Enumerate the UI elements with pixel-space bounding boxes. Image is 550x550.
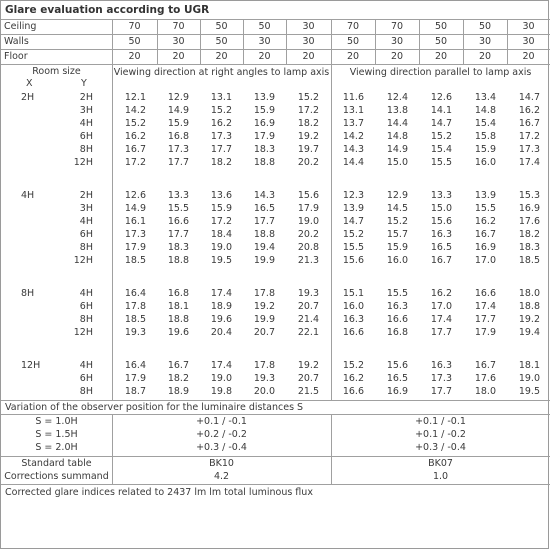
reflectance-value: 20 (302, 51, 315, 62)
ugr-value-cell: 20.4 (210, 327, 232, 338)
ugr-value-cell: 17.9 (124, 373, 146, 384)
ugr-value-cell: 16.0 (474, 157, 496, 168)
room-y-value: 12H (73, 327, 93, 338)
ugr-value-cell: 19.3 (297, 288, 319, 299)
ugr-value-cell: 16.9 (518, 203, 540, 214)
reflectance-label: Walls (4, 36, 29, 47)
ugr-value-cell: 17.4 (210, 288, 232, 299)
ugr-value-cell: 17.3 (210, 131, 232, 142)
corrections-label: Corrections summand (4, 471, 109, 482)
reflectance-value: 70 (172, 21, 185, 32)
room-y-value: 6H (79, 131, 93, 142)
ugr-value-cell: 16.3 (430, 229, 452, 240)
corrections-right: 1.0 (432, 471, 449, 482)
ugr-value-cell: 18.2 (297, 118, 319, 129)
ugr-value-cell: 18.2 (167, 373, 189, 384)
ugr-value-cell: 19.4 (518, 327, 540, 338)
ugr-value-cell: 16.0 (386, 255, 408, 266)
ugr-value-cell: 14.2 (124, 105, 146, 116)
ugr-value-cell: 18.0 (474, 386, 496, 397)
rule-table-end (1, 400, 550, 401)
room-x-value: 4H (21, 190, 35, 201)
ugr-value-cell: 17.2 (124, 157, 146, 168)
ugr-value-cell: 17.8 (253, 288, 275, 299)
room-y-value: 12H (73, 157, 93, 168)
ugr-value-cell: 14.9 (167, 105, 189, 116)
ugr-value-cell: 20.7 (297, 301, 319, 312)
reflectance-value: 30 (302, 36, 315, 47)
ugr-value-cell: 15.5 (167, 203, 189, 214)
reflectance-value: 30 (258, 36, 271, 47)
ugr-value-cell: 12.9 (167, 92, 189, 103)
ugr-value-cell: 16.7 (167, 360, 189, 371)
ugr-value-cell: 16.7 (124, 144, 146, 155)
ugr-value-cell: 16.7 (474, 360, 496, 371)
ugr-value-cell: 20.2 (297, 157, 319, 168)
ugr-value-cell: 16.3 (342, 314, 364, 325)
variation-left: +0.1 / -0.1 (196, 416, 247, 427)
ugr-value-cell: 21.4 (297, 314, 319, 325)
reflectance-label: Floor (4, 51, 28, 62)
variation-right: +0.1 / -0.2 (415, 429, 466, 440)
ugr-value-cell: 17.9 (253, 131, 275, 142)
ugr-value-cell: 11.6 (342, 92, 364, 103)
room-x-label: X (26, 78, 33, 89)
reflectance-value: 20 (172, 51, 185, 62)
ugr-value-cell: 19.2 (518, 314, 540, 325)
ugr-value-cell: 19.8 (210, 386, 232, 397)
ugr-value-cell: 18.0 (518, 288, 540, 299)
ugr-value-cell: 15.6 (386, 360, 408, 371)
ugr-value-cell: 18.5 (518, 255, 540, 266)
ugr-value-cell: 16.8 (167, 288, 189, 299)
reflectance-value: 30 (522, 36, 535, 47)
ugr-value-cell: 15.9 (386, 242, 408, 253)
footer-note: Corrected glare indices related to 2437 lm lm total luminous flux (5, 487, 313, 498)
ugr-value-cell: 15.2 (342, 229, 364, 240)
ugr-value-cell: 20.2 (297, 229, 319, 240)
ugr-value-cell: 21.5 (297, 386, 319, 397)
ugr-value-cell: 16.1 (124, 216, 146, 227)
table-title: Glare evaluation according to UGR (5, 4, 210, 16)
ugr-value-cell: 16.7 (474, 229, 496, 240)
reflectance-value: 70 (390, 21, 404, 32)
room-y-value: 4H (79, 360, 93, 371)
ugr-value-cell: 16.9 (474, 242, 496, 253)
ugr-value-cell: 20.7 (297, 373, 319, 384)
ugr-value-cell: 17.6 (474, 373, 496, 384)
room-y-value: 4H (79, 118, 93, 129)
room-y-value: 4H (79, 288, 93, 299)
ugr-value-cell: 16.7 (430, 255, 452, 266)
reflectance-value: 50 (346, 36, 360, 47)
ugr-value-cell: 17.4 (430, 314, 452, 325)
ugr-value-cell: 15.5 (386, 288, 408, 299)
ugr-value-cell: 19.6 (210, 314, 232, 325)
ugr-value-cell: 18.8 (253, 157, 275, 168)
rule-floor (1, 64, 550, 65)
ugr-value-cell: 16.2 (430, 288, 452, 299)
ugr-value-cell: 17.7 (430, 386, 452, 397)
variation-left: +0.3 / -0.4 (196, 442, 247, 453)
room-y-value: 3H (79, 203, 93, 214)
ugr-value-cell: 20.8 (297, 242, 319, 253)
ugr-value-cell: 14.7 (342, 216, 364, 227)
reflectance-value: 50 (128, 36, 141, 47)
ugr-value-cell: 17.2 (297, 105, 319, 116)
ugr-value-cell: 19.9 (253, 255, 275, 266)
ugr-value-cell: 16.6 (342, 386, 364, 397)
ugr-value-cell: 15.6 (430, 216, 452, 227)
ugr-value-cell: 13.1 (210, 92, 232, 103)
ugr-value-cell: 16.9 (253, 118, 275, 129)
ugr-value-cell: 13.8 (386, 105, 408, 116)
ugr-value-cell: 19.7 (297, 144, 319, 155)
ugr-value-cell: 17.4 (210, 360, 232, 371)
ugr-value-cell: 15.6 (297, 190, 319, 201)
ugr-value-cell: 18.8 (167, 314, 189, 325)
ugr-value-cell: 19.0 (297, 216, 319, 227)
ugr-value-cell: 18.3 (518, 242, 540, 253)
ugr-value-cell: 18.1 (518, 360, 540, 371)
ugr-value-cell: 12.4 (386, 92, 408, 103)
ugr-value-cell: 17.2 (210, 216, 232, 227)
reflectance-value: 50 (215, 21, 228, 32)
ugr-value-cell: 15.9 (253, 105, 275, 116)
ugr-value-cell: 13.4 (474, 92, 496, 103)
room-x-value: 12H (21, 360, 41, 371)
ugr-value-cell: 15.2 (342, 360, 364, 371)
ugr-value-cell: 15.8 (474, 131, 496, 142)
reflectance-value: 50 (258, 21, 271, 32)
ugr-value-cell: 19.2 (253, 301, 275, 312)
ugr-value-cell: 13.9 (342, 203, 364, 214)
ugr-value-cell: 17.3 (430, 373, 452, 384)
ugr-value-cell: 17.4 (518, 157, 540, 168)
ugr-value-cell: 16.2 (474, 216, 496, 227)
ugr-value-cell: 19.2 (297, 360, 319, 371)
ugr-value-cell: 16.6 (342, 327, 364, 338)
ugr-value-cell: 19.0 (210, 373, 232, 384)
room-y-value: 8H (79, 144, 93, 155)
ugr-value-cell: 17.7 (474, 314, 496, 325)
reflectance-value: 20 (346, 51, 360, 62)
reflectance-value: 20 (522, 51, 535, 62)
ugr-value-cell: 19.5 (210, 255, 232, 266)
ugr-value-cell: 14.4 (342, 157, 364, 168)
ugr-value-cell: 17.0 (474, 255, 496, 266)
variation-label: S = 1.5H (35, 429, 78, 440)
ugr-value-cell: 12.9 (386, 190, 408, 201)
variation-right: +0.3 / -0.4 (415, 442, 466, 453)
ugr-value-cell: 15.1 (342, 288, 364, 299)
ugr-value-cell: 17.6 (518, 216, 540, 227)
variation-label: S = 2.0H (35, 442, 78, 453)
ugr-value-cell: 16.5 (430, 242, 452, 253)
standard-table-right: BK07 (428, 458, 453, 469)
ugr-value-cell: 15.4 (430, 144, 452, 155)
ugr-value-cell: 15.5 (474, 203, 496, 214)
rule-variation-end (1, 456, 550, 457)
ugr-value-cell: 14.5 (386, 203, 408, 214)
ugr-value-cell: 17.3 (518, 144, 540, 155)
reflectance-value: 70 (128, 21, 141, 32)
rule-ceiling (1, 34, 550, 35)
ugr-value-cell: 17.4 (474, 301, 496, 312)
room-y-value: 2H (79, 92, 93, 103)
ugr-value-cell: 17.2 (518, 131, 540, 142)
ugr-value-cell: 16.5 (386, 373, 408, 384)
reflectance-label: Ceiling (4, 21, 37, 32)
ugr-value-cell: 18.1 (167, 301, 189, 312)
ugr-value-cell: 15.2 (210, 105, 232, 116)
room-y-value: 6H (79, 373, 93, 384)
ugr-value-cell: 16.3 (430, 360, 452, 371)
variation-label: S = 1.0H (35, 416, 78, 427)
ugr-value-cell: 16.6 (474, 288, 496, 299)
reflectance-value: 50 (478, 21, 492, 32)
ugr-value-cell: 19.2 (297, 131, 319, 142)
ugr-value-cell: 19.3 (124, 327, 146, 338)
reflectance-value: 50 (434, 21, 448, 32)
ugr-value-cell: 15.4 (474, 118, 496, 129)
ugr-value-cell: 18.2 (210, 157, 232, 168)
ugr-value-cell: 18.3 (253, 144, 275, 155)
ugr-value-cell: 17.9 (297, 203, 319, 214)
reflectance-value: 50 (434, 36, 448, 47)
room-y-value: 8H (79, 242, 93, 253)
ugr-value-cell: 18.2 (518, 229, 540, 240)
ugr-value-cell: 17.3 (167, 144, 189, 155)
ugr-value-cell: 19.9 (253, 314, 275, 325)
ugr-value-cell: 14.3 (342, 144, 364, 155)
ugr-value-cell: 16.4 (124, 360, 146, 371)
ugr-value-cell: 17.7 (167, 229, 189, 240)
ugr-value-cell: 18.4 (210, 229, 232, 240)
ugr-value-cell: 16.8 (386, 327, 408, 338)
ugr-value-cell: 13.9 (253, 92, 275, 103)
room-y-value: 3H (79, 105, 93, 116)
ugr-value-cell: 14.8 (474, 105, 496, 116)
ugr-value-cell: 20.7 (253, 327, 275, 338)
ugr-value-cell: 19.6 (167, 327, 189, 338)
ugr-value-cell: 13.3 (430, 190, 452, 201)
ugr-value-cell: 15.6 (342, 255, 364, 266)
ugr-value-cell: 19.4 (253, 242, 275, 253)
rule-walls (1, 49, 550, 50)
ugr-value-cell: 16.2 (342, 373, 364, 384)
ugr-value-cell: 16.2 (124, 131, 146, 142)
ugr-value-cell: 16.5 (253, 203, 275, 214)
reflectance-value: 20 (128, 51, 141, 62)
ugr-value-cell: 12.3 (342, 190, 364, 201)
rule-variation-title (1, 414, 550, 415)
reflectance-value: 30 (172, 36, 185, 47)
ugr-value-cell: 15.9 (167, 118, 189, 129)
ugr-value-cell: 16.6 (386, 314, 408, 325)
room-y-value: 6H (79, 301, 93, 312)
direction-right-angles-label: Viewing direction at right angles to lamp axis (113, 67, 330, 78)
reflectance-value: 20 (478, 51, 492, 62)
ugr-value-cell: 15.5 (430, 157, 452, 168)
reflectance-value: 30 (522, 21, 535, 32)
reflectance-value: 20 (258, 51, 271, 62)
ugr-value-cell: 16.2 (518, 105, 540, 116)
room-y-value: 6H (79, 229, 93, 240)
ugr-value-cell: 17.9 (124, 242, 146, 253)
ugr-value-cell: 19.0 (518, 373, 540, 384)
ugr-value-cell: 14.9 (386, 144, 408, 155)
ugr-value-cell: 16.6 (167, 216, 189, 227)
ugr-value-cell: 18.7 (124, 386, 146, 397)
ugr-value-cell: 14.7 (430, 118, 452, 129)
ugr-value-cell: 18.8 (167, 255, 189, 266)
room-y-label: Y (81, 78, 87, 89)
ugr-value-cell: 17.0 (430, 301, 452, 312)
ugr-value-cell: 12.6 (124, 190, 146, 201)
reflectance-value: 20 (390, 51, 404, 62)
variation-title: Variation of the observer position for the luminaire distances S (5, 402, 304, 413)
ugr-value-cell: 17.7 (167, 157, 189, 168)
ugr-value-cell: 20.0 (253, 386, 275, 397)
ugr-value-cell: 15.9 (474, 144, 496, 155)
ugr-value-cell: 19.0 (210, 242, 232, 253)
room-size-label: Room size (32, 66, 81, 77)
ugr-value-cell: 16.4 (124, 288, 146, 299)
ugr-value-cell: 13.7 (342, 118, 364, 129)
ugr-value-cell: 14.2 (342, 131, 364, 142)
ugr-value-cell: 16.8 (167, 131, 189, 142)
ugr-value-cell: 13.9 (474, 190, 496, 201)
ugr-value-cell: 17.9 (474, 327, 496, 338)
ugr-value-cell: 15.5 (342, 242, 364, 253)
ugr-value-cell: 18.3 (167, 242, 189, 253)
room-x-value: 2H (21, 92, 35, 103)
ugr-value-cell: 15.0 (386, 157, 408, 168)
ugr-value-cell: 19.5 (518, 386, 540, 397)
ugr-value-cell: 15.2 (297, 92, 319, 103)
ugr-value-cell: 18.8 (253, 229, 275, 240)
ugr-value-cell: 13.3 (167, 190, 189, 201)
room-y-value: 8H (79, 386, 93, 397)
ugr-value-cell: 18.9 (167, 386, 189, 397)
ugr-value-cell: 19.3 (253, 373, 275, 384)
ugr-value-cell: 18.8 (518, 301, 540, 312)
room-y-value: 4H (79, 216, 93, 227)
ugr-value-cell: 16.0 (342, 301, 364, 312)
room-y-value: 8H (79, 314, 93, 325)
room-x-value: 8H (21, 288, 35, 299)
ugr-value-cell: 21.3 (297, 255, 319, 266)
ugr-value-cell: 15.7 (386, 229, 408, 240)
ugr-value-cell: 12.6 (430, 92, 452, 103)
direction-parallel-label: Viewing direction parallel to lamp axis (349, 67, 532, 78)
ugr-value-cell: 18.5 (124, 255, 146, 266)
ugr-value-cell: 17.7 (210, 144, 232, 155)
ugr-value-cell: 16.7 (518, 118, 540, 129)
ugr-value-cell: 17.8 (124, 301, 146, 312)
ugr-value-cell: 15.2 (430, 131, 452, 142)
standard-table-left: BK10 (209, 458, 234, 469)
reflectance-value: 70 (346, 21, 360, 32)
rule-summary-end (1, 484, 550, 485)
ugr-value-cell: 15.2 (386, 216, 408, 227)
ugr-value-cell: 16.3 (386, 301, 408, 312)
ugr-value-cell: 14.9 (124, 203, 146, 214)
room-y-value: 12H (73, 255, 93, 266)
rule-title (1, 19, 550, 20)
ugr-value-cell: 17.7 (430, 327, 452, 338)
ugr-value-cell: 14.4 (386, 118, 408, 129)
ugr-value-cell: 14.1 (430, 105, 452, 116)
ugr-value-cell: 15.9 (210, 203, 232, 214)
ugr-value-cell: 18.9 (210, 301, 232, 312)
reflectance-value: 30 (478, 36, 492, 47)
ugr-value-cell: 12.1 (124, 92, 146, 103)
ugr-value-cell: 13.6 (210, 190, 232, 201)
reflectance-value: 30 (390, 36, 404, 47)
ugr-value-cell: 15.2 (124, 118, 146, 129)
room-y-value: 2H (79, 190, 93, 201)
reflectance-value: 50 (215, 36, 228, 47)
standard-table-label: Standard table (21, 458, 92, 469)
ugr-value-cell: 16.2 (210, 118, 232, 129)
corrections-left: 4.2 (213, 471, 230, 482)
ugr-value-cell: 16.9 (386, 386, 408, 397)
ugr-value-cell: 14.3 (253, 190, 275, 201)
ugr-value-cell: 17.7 (253, 216, 275, 227)
ugr-value-cell: 17.3 (124, 229, 146, 240)
ugr-value-cell: 18.5 (124, 314, 146, 325)
variation-left: +0.2 / -0.2 (196, 429, 247, 440)
ugr-value-cell: 15.3 (518, 190, 540, 201)
ugr-value-cell: 13.1 (342, 105, 364, 116)
ugr-value-cell: 15.0 (430, 203, 452, 214)
reflectance-value: 20 (215, 51, 228, 62)
variation-right: +0.1 / -0.1 (415, 416, 466, 427)
ugr-value-cell: 22.1 (297, 327, 319, 338)
reflectance-value: 30 (302, 21, 315, 32)
reflectance-value: 20 (434, 51, 448, 62)
ugr-value-cell: 17.8 (253, 360, 275, 371)
ugr-value-cell: 14.7 (518, 92, 540, 103)
ugr-value-cell: 14.8 (386, 131, 408, 142)
